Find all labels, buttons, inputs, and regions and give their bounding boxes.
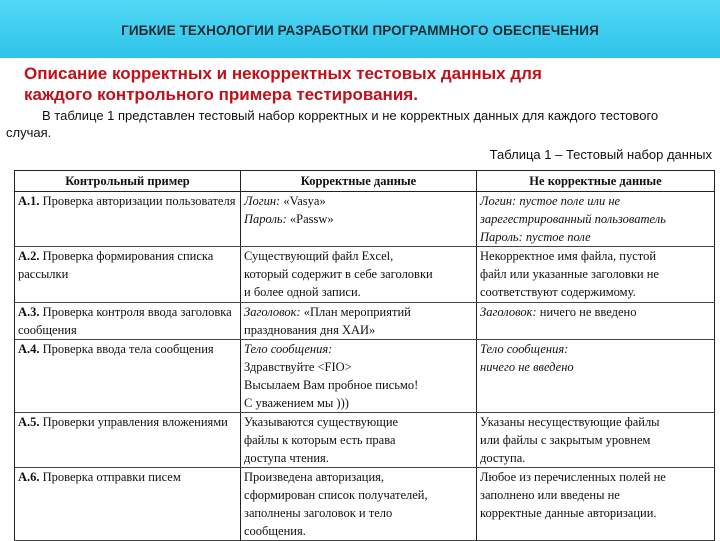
valid-data-cell <box>241 247 477 303</box>
invalid-data-cell <box>477 247 715 303</box>
column-header-valid: Корректные данные <box>241 171 477 192</box>
table-row <box>15 340 715 413</box>
invalid-line: доступа. <box>480 451 526 465</box>
table-row <box>15 247 715 303</box>
example-text: Проверка отправки писем <box>42 470 181 484</box>
valid-data-cell <box>241 303 477 340</box>
subtitle-line-1: Описание корректных и некорректных тестовых данных для <box>24 64 542 83</box>
slide-subtitle <box>24 63 704 105</box>
intro-paragraph: В таблице 1 представлен тестовый набор корректных и не корректных данных для каждого тестового случая. <box>6 108 659 140</box>
valid-line: Здравствуйте <FIO> <box>244 360 352 374</box>
example-cell <box>15 303 241 340</box>
example-text: Проверка контроля ввода заголовка сообщения <box>18 305 232 337</box>
valid-line: С уважением мы ))) <box>244 396 349 410</box>
example-id: A.3. <box>18 305 40 319</box>
example-cell <box>15 247 241 303</box>
invalid-line: соответствуют содержимому. <box>480 285 636 299</box>
table-row <box>15 413 715 468</box>
valid-line: файлы к которым есть права <box>244 433 396 447</box>
valid-line: сформирован список получателей, <box>244 488 428 502</box>
invalid-line: Пароль: пустое поле <box>480 230 591 244</box>
example-id: A.2. <box>18 249 40 263</box>
valid-line: и более одной записи. <box>244 285 361 299</box>
invalid-line: заполнено или введены не <box>480 488 620 502</box>
field-label: Логин: <box>244 194 281 208</box>
field-value: ничего не введено <box>539 305 637 319</box>
invalid-line: Любое из перечисленных полей не <box>480 470 666 484</box>
example-cell <box>15 340 241 413</box>
valid-line: Существующий файл Excel, <box>244 249 394 263</box>
test-data-table <box>14 170 715 541</box>
field-label: Заголовок: <box>480 305 537 319</box>
field-value: «Passw» <box>289 212 334 226</box>
invalid-line: или файлы с закрытым уровнем <box>480 433 651 447</box>
field-value: «План мероприятий <box>303 305 411 319</box>
valid-line: празднования дня ХАИ» <box>244 323 376 337</box>
invalid-data-cell <box>477 340 715 413</box>
invalid-data-cell <box>477 468 715 541</box>
valid-line: Высылаем Вам пробное письмо! <box>244 378 419 392</box>
header-banner <box>0 0 720 58</box>
valid-data-cell <box>241 192 477 247</box>
valid-data-cell <box>241 413 477 468</box>
example-text: Проверка формирования списка рассылки <box>18 249 214 281</box>
valid-line: Тело сообщения: <box>244 342 333 356</box>
example-text: Проверка ввода тела сообщения <box>42 342 214 356</box>
example-text: Проверка авторизации пользователя <box>42 194 236 208</box>
invalid-line: корректные данные авторизации. <box>480 506 657 520</box>
header-title: ГИБКИЕ ТЕХНОЛОГИИ РАЗРАБОТКИ ПРОГРАММНОГО ОБЕСПЕЧЕНИЯ <box>121 23 599 38</box>
invalid-line: Логин: пустое поле или не <box>480 194 621 208</box>
example-id: A.5. <box>18 415 40 429</box>
example-cell <box>15 468 241 541</box>
valid-line: заполнены заголовок и тело <box>244 506 393 520</box>
field-label: Заголовок: <box>244 305 301 319</box>
table-row <box>15 303 715 340</box>
invalid-data-cell <box>477 303 715 340</box>
table-caption: Таблица 1 – Тестовый набор данных <box>489 147 712 162</box>
column-header-example: Контрольный пример <box>15 171 241 192</box>
example-text: Проверки управления вложениями <box>42 415 228 429</box>
column-header-invalid: Не корректные данные <box>477 171 715 192</box>
example-cell <box>15 192 241 247</box>
invalid-line: Указаны несуществующие файлы <box>480 415 660 429</box>
valid-line: Указываются существующие <box>244 415 399 429</box>
example-id: A.4. <box>18 342 40 356</box>
valid-line: который содержит в себе заголовки <box>244 267 433 281</box>
invalid-line: Некорректное имя файла, пустой <box>480 249 657 263</box>
invalid-line: файл или указанные заголовки не <box>480 267 659 281</box>
invalid-data-cell <box>477 413 715 468</box>
example-id: A.1. <box>18 194 40 208</box>
example-id: A.6. <box>18 470 40 484</box>
invalid-line: Тело сообщения: <box>480 342 569 356</box>
valid-data-cell <box>241 468 477 541</box>
table-header-row <box>15 171 715 192</box>
table-row <box>15 468 715 541</box>
field-value: «Vasya» <box>283 194 326 208</box>
field-label: Пароль: <box>244 212 287 226</box>
invalid-line: зарегестрированный пользователь <box>480 212 666 226</box>
subtitle-line-2: каждого контрольного примера тестирования. <box>24 85 418 104</box>
valid-line: Произведена авторизация, <box>244 470 385 484</box>
valid-data-cell <box>241 340 477 413</box>
example-cell <box>15 413 241 468</box>
invalid-line: ничего не введено <box>480 360 574 374</box>
valid-line: доступа чтения. <box>244 451 329 465</box>
table-row <box>15 192 715 247</box>
valid-line: сообщения. <box>244 524 306 538</box>
invalid-data-cell <box>477 192 715 247</box>
